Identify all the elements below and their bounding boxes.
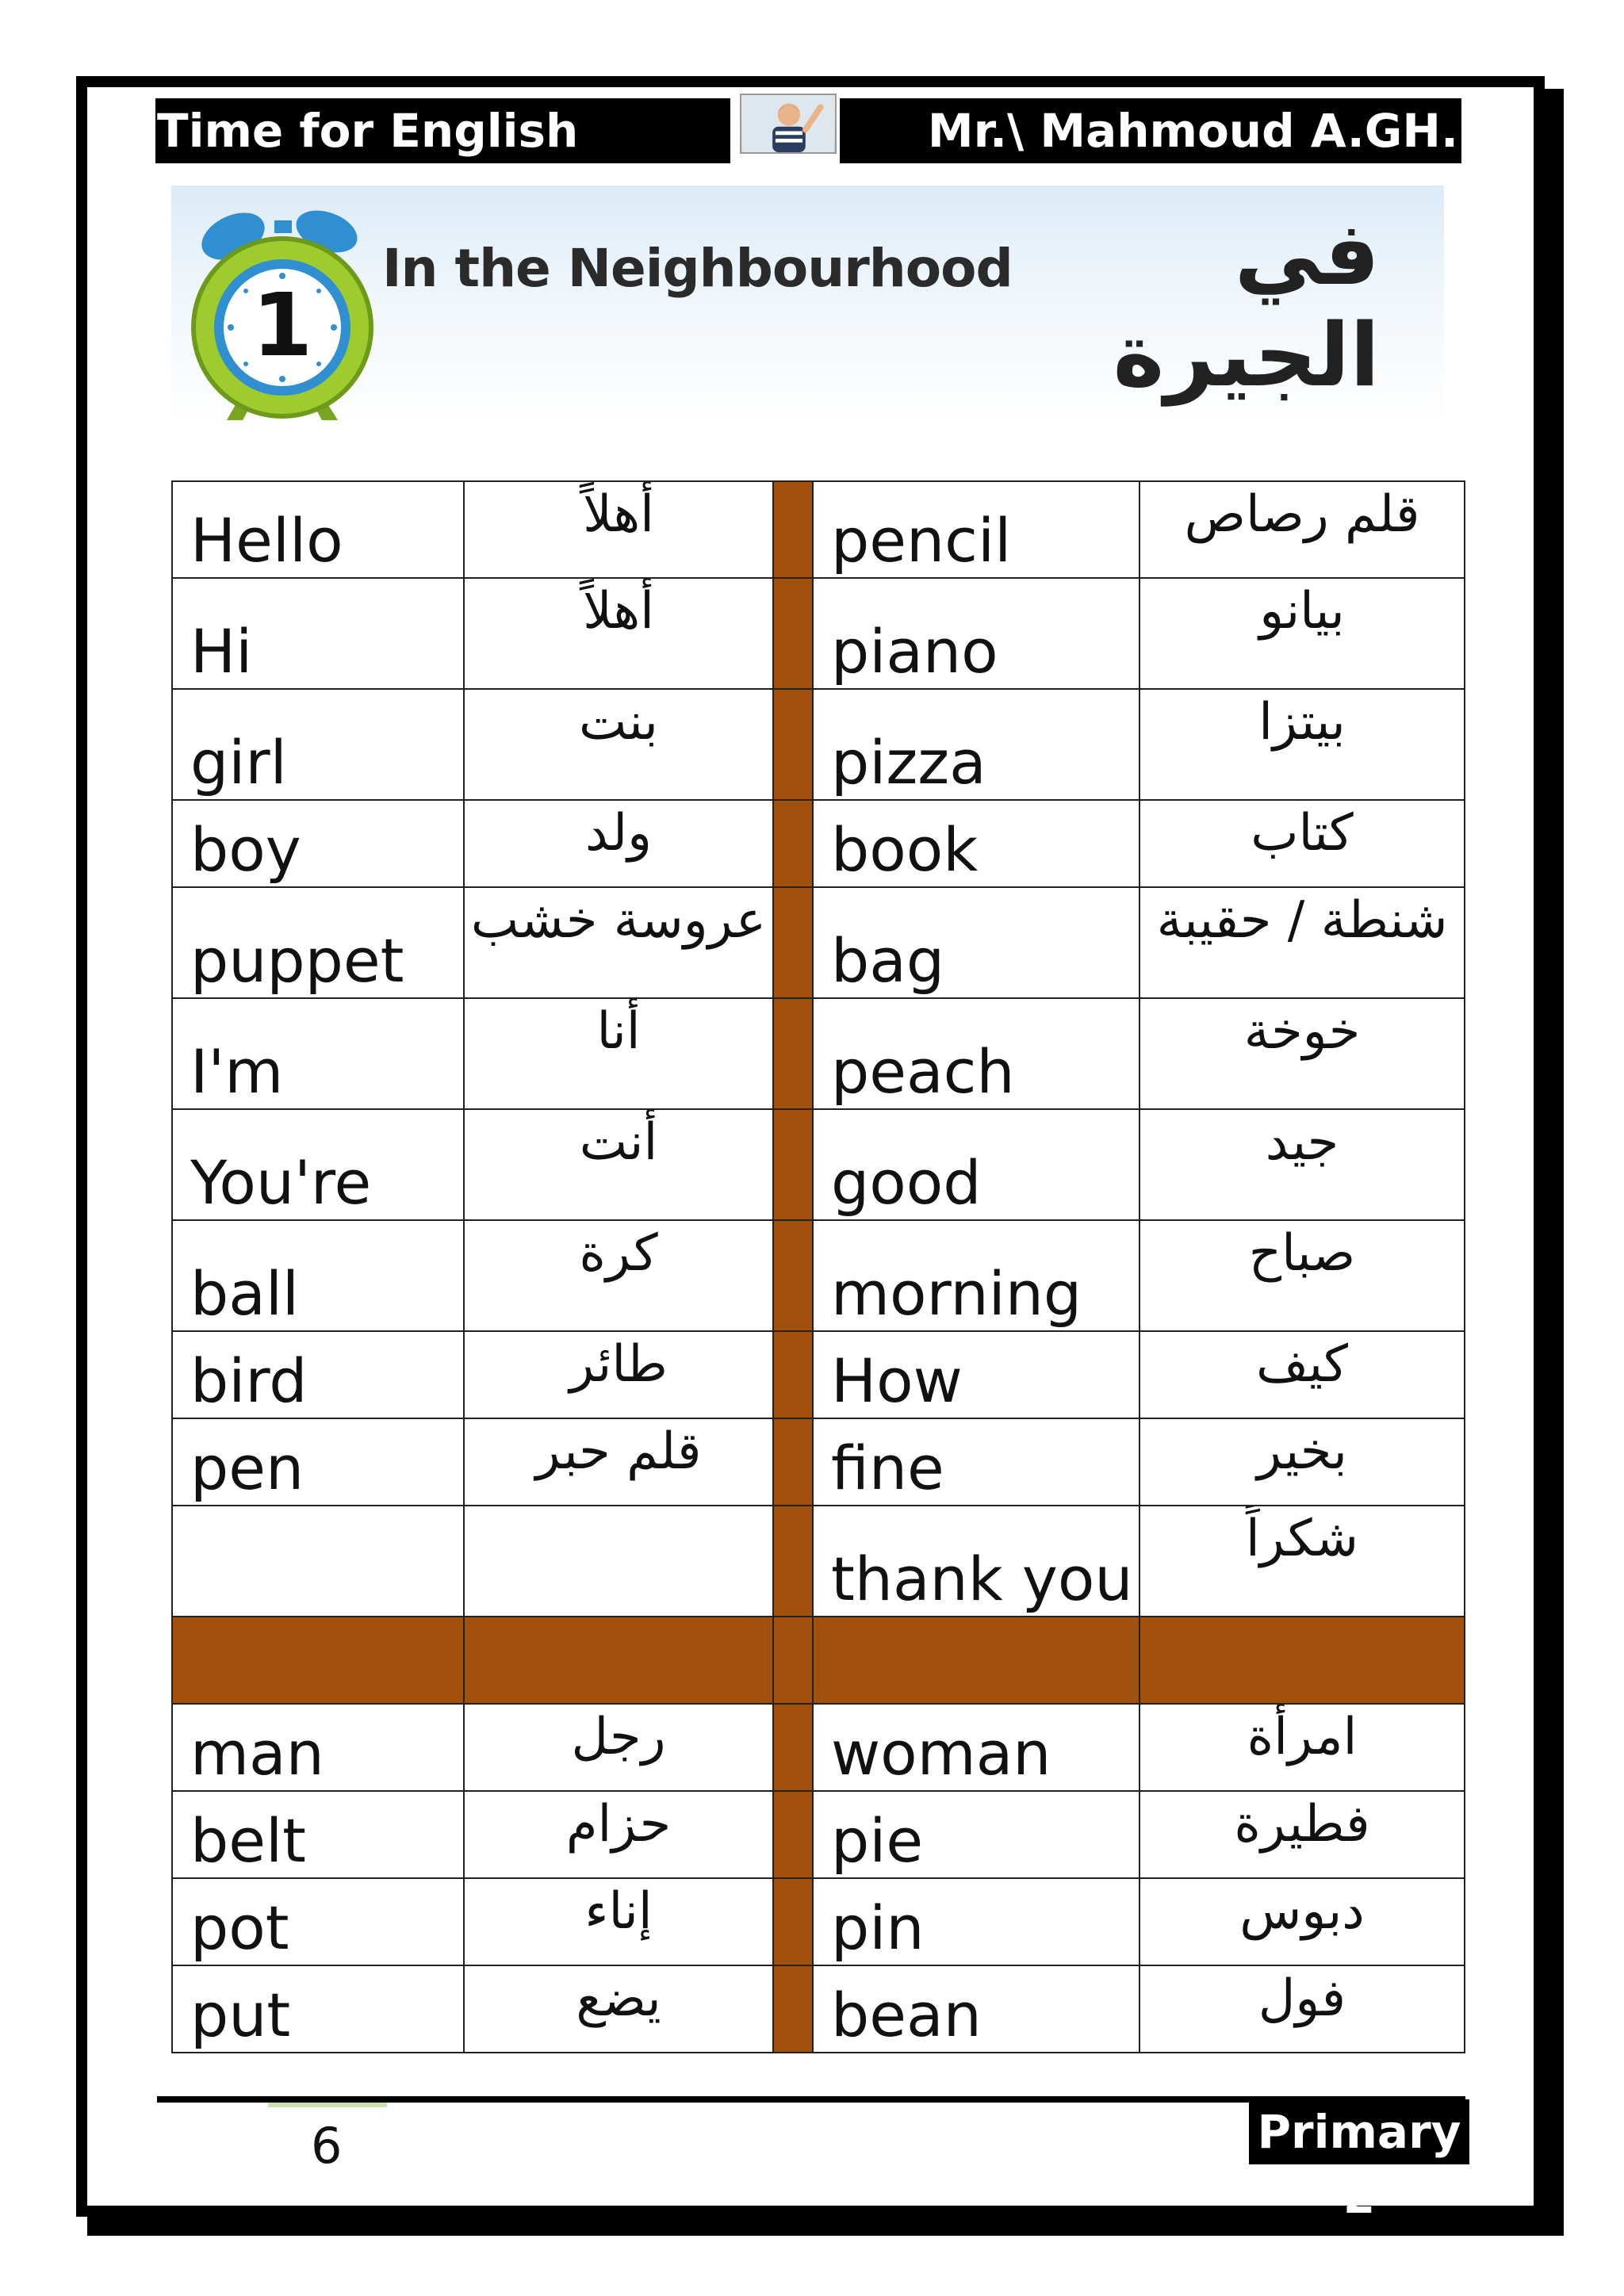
header-photo (740, 94, 837, 154)
word-english: book (813, 800, 1139, 887)
table-row (172, 998, 1465, 1109)
word-arabic: شنطة / حقيبة (1139, 887, 1465, 998)
word-english: fine (813, 1418, 1139, 1506)
table-row (172, 1506, 1465, 1617)
word-arabic: قلم رصاص (1139, 481, 1465, 578)
column-separator (773, 998, 813, 1109)
word-arabic: إناء (464, 1878, 773, 1965)
unit-title-english: In the Neighbourhood (382, 238, 1013, 299)
unit-title-arabic: في الجيرة (1113, 203, 1380, 406)
word-english: girl (172, 689, 464, 800)
word-english: bag (813, 887, 1139, 998)
word-english: put (172, 1965, 464, 2053)
word-arabic: أهلاً (464, 578, 773, 689)
column-separator (773, 1220, 813, 1331)
table-row (172, 1331, 1465, 1418)
column-separator (773, 1331, 813, 1418)
word-english: belt (172, 1791, 464, 1878)
word-english: Hello (172, 481, 464, 578)
band-cell (1139, 1617, 1465, 1704)
table-row (172, 1418, 1465, 1506)
word-arabic: كتاب (1139, 800, 1465, 887)
word-english: morning (813, 1220, 1139, 1331)
word-english: man (172, 1704, 464, 1791)
word-arabic: بيانو (1139, 578, 1465, 689)
band-cell (813, 1617, 1139, 1704)
word-english: I'm (172, 998, 464, 1109)
table-row (172, 578, 1465, 689)
table-row (172, 1878, 1465, 1965)
column-separator (773, 481, 813, 578)
word-arabic: يضع (464, 1965, 773, 2053)
unit-number: 1 (251, 274, 313, 376)
word-english: bird (172, 1331, 464, 1418)
word-english: boy (172, 800, 464, 887)
table-row (172, 481, 1465, 578)
page-number: 6 (311, 2117, 343, 2175)
word-english: good (813, 1109, 1139, 1220)
word-arabic: رجل (464, 1704, 773, 1791)
column-separator (773, 1418, 813, 1506)
word-arabic: كيف (1139, 1331, 1465, 1418)
alarm-clock-icon (186, 197, 387, 434)
word-arabic: أنت (464, 1109, 773, 1220)
word-arabic: خوخة (1139, 998, 1465, 1109)
word-arabic: فطيرة (1139, 1791, 1465, 1878)
word-english: How (813, 1331, 1139, 1418)
band-cell (172, 1617, 464, 1704)
word-arabic: بيتزا (1139, 689, 1465, 800)
grade-label: Primary 2 (1249, 2099, 1469, 2164)
word-arabic: دبوس (1139, 1878, 1465, 1965)
column-separator (773, 800, 813, 887)
column-separator (773, 1704, 813, 1791)
table-row (172, 1965, 1465, 2053)
table-row (172, 887, 1465, 998)
table-row (172, 689, 1465, 800)
child-photo-icon (741, 95, 835, 152)
word-english: You're (172, 1109, 464, 1220)
word-arabic: أهلاً (464, 481, 773, 578)
word-arabic: ولد (464, 800, 773, 887)
word-arabic: جيد (1139, 1109, 1465, 1220)
word-english: pen (172, 1418, 464, 1506)
word-english: woman (813, 1704, 1139, 1791)
table-row (172, 1220, 1465, 1331)
word-arabic: عروسة خشب (464, 887, 773, 998)
word-english: pot (172, 1878, 464, 1965)
word-english: ball (172, 1220, 464, 1331)
word-english (172, 1506, 464, 1617)
column-separator (773, 1791, 813, 1878)
column-separator (773, 1506, 813, 1617)
word-english: piano (813, 578, 1139, 689)
column-separator (773, 1878, 813, 1965)
word-arabic: امرأة (1139, 1704, 1465, 1791)
word-arabic (464, 1506, 773, 1617)
word-arabic: أنا (464, 998, 773, 1109)
vocabulary-table (171, 480, 1465, 2053)
header-left-title: Time for English (155, 98, 730, 163)
word-english: pizza (813, 689, 1139, 800)
table-row (172, 1791, 1465, 1878)
word-arabic: صباح (1139, 1220, 1465, 1331)
word-arabic: بنت (464, 689, 773, 800)
column-separator (773, 689, 813, 800)
word-english: Hi (172, 578, 464, 689)
word-arabic: شكراً (1139, 1506, 1465, 1617)
word-english: bean (813, 1965, 1139, 2053)
word-arabic: طائر (464, 1331, 773, 1418)
band-cell (464, 1617, 773, 1704)
word-arabic: حزام (464, 1791, 773, 1878)
band-cell (773, 1617, 813, 1704)
table-row (172, 800, 1465, 887)
word-arabic: فول (1139, 1965, 1465, 2053)
table-row (172, 1704, 1465, 1791)
word-english: pie (813, 1791, 1139, 1878)
word-english: puppet (172, 887, 464, 998)
word-english: pencil (813, 481, 1139, 578)
word-arabic: كرة (464, 1220, 773, 1331)
word-arabic: بخير (1139, 1418, 1465, 1506)
footer-accent (268, 2103, 387, 2107)
word-english: peach (813, 998, 1139, 1109)
header-author: Mr.\ Mahmoud A.GH. (840, 98, 1461, 163)
table-row (172, 1109, 1465, 1220)
column-separator (773, 1109, 813, 1220)
section-band (172, 1617, 1465, 1704)
word-arabic: قلم حبر (464, 1418, 773, 1506)
column-separator (773, 1965, 813, 2053)
column-separator (773, 887, 813, 998)
word-english: pin (813, 1878, 1139, 1965)
column-separator (773, 578, 813, 689)
word-english: thank you (813, 1506, 1139, 1617)
